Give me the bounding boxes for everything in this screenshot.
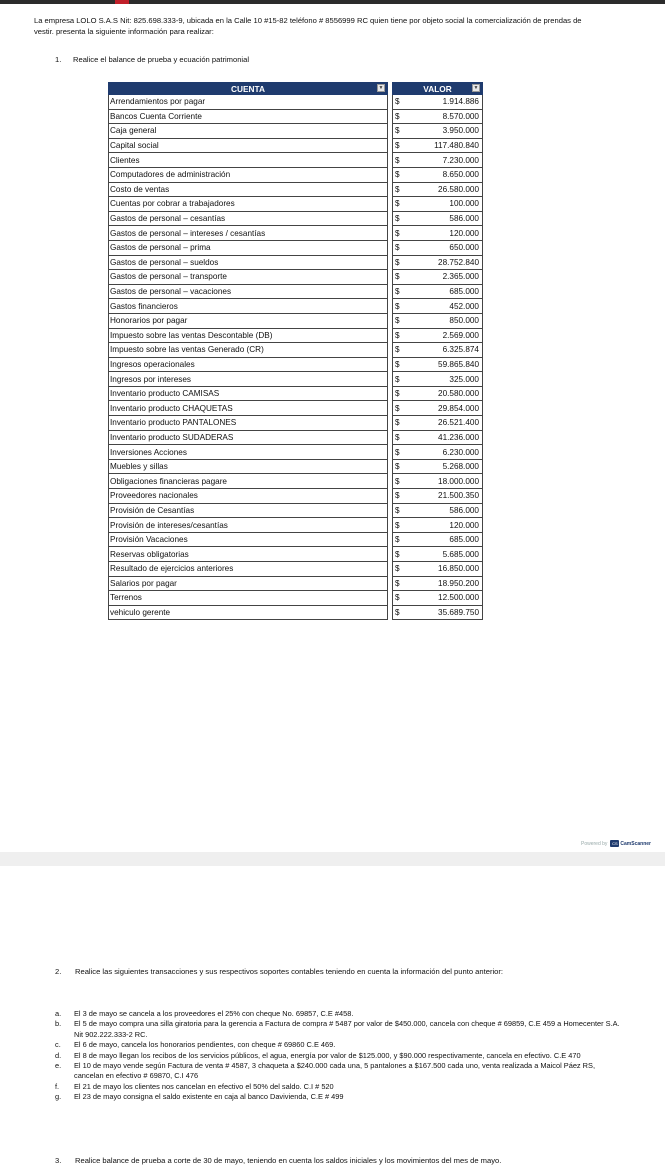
table-row [109,445,483,460]
table-row [109,313,483,328]
account-name-cell: Impuesto sobre las ventas Generado (CR) [109,343,388,358]
point-2-number: 2. [55,967,62,976]
currency-cell: $ [393,124,408,139]
account-name-cell: Gastos de personal – prima [109,240,388,255]
trial-balance-table [108,82,483,620]
account-name-cell: Inventario producto PANTALONES [109,416,388,431]
transaction-text: El 5 de mayo compra una silla giratoria para la gerencia a Factura de compra # 5487 por valor de $450.000, cancela con cheque # 69859, C.E 459 a Homecenter S.A. Nit 902.222.333-2 RC. [74,1019,620,1039]
account-name-cell: Terrenos [109,591,388,606]
value-cell: 29.854.000 [407,401,483,416]
table-row [109,416,483,431]
value-cell: 18.950.200 [407,576,483,591]
table-row [109,211,483,226]
value-cell: 8.650.000 [407,167,483,182]
transaction-text: El 3 de mayo se cancela a los proveedores el 25% con cheque No. 69857, C.E #458. [74,1009,354,1018]
account-name-cell: Bancos Cuenta Corriente [109,109,388,124]
point-1-text: Realice el balance de prueba y ecuación patrimonial [73,55,250,64]
transactions-list [55,1009,625,1103]
currency-cell: $ [393,343,408,358]
account-name-cell: Impuesto sobre las ventas Descontable (DB) [109,328,388,343]
value-cell: 100.000 [407,197,483,212]
table-row [109,532,483,547]
table-row [109,197,483,212]
currency-cell: $ [393,605,408,620]
point-3 [55,1156,501,1165]
account-name-cell: Inversiones Acciones [109,445,388,460]
table-body [109,95,483,620]
account-name-cell: Provisión de Cesantías [109,503,388,518]
transaction-letter: g. [55,1092,62,1102]
column-header-cuenta-label: CUENTA [231,83,265,94]
account-name-cell: Costo de ventas [109,182,388,197]
transaction-letter: a. [55,1009,62,1018]
currency-cell: $ [393,313,408,328]
currency-cell: $ [393,489,408,504]
table-row [109,328,483,343]
page-2 [0,866,665,1176]
account-name-cell: Gastos de personal – sueldos [109,255,388,270]
currency-cell: $ [393,138,408,153]
intro-paragraph: La empresa LOLO S.A.S Nit: 825.698.333-9, ubicada en la Calle 10 #15-82 teléfono # 8556999 RC quien tiene por objeto social la comercialización de prendas de vestir. presenta la siguiente información para realizar: [34,16,582,36]
table-row [109,270,483,285]
value-cell: 20.580.000 [407,386,483,401]
currency-cell: $ [393,226,408,241]
value-cell: 26.521.400 [407,416,483,431]
account-name-cell: vehiculo gerente [109,605,388,620]
value-cell: 16.850.000 [407,562,483,577]
currency-cell: $ [393,416,408,431]
currency-cell: $ [393,518,408,533]
transaction-item [55,1040,625,1050]
page-separator [0,852,665,866]
currency-cell: $ [393,386,408,401]
account-name-cell: Gastos financieros [109,299,388,314]
account-name-cell: Capital social [109,138,388,153]
table-row [109,489,483,504]
transaction-letter: e. [55,1061,62,1071]
account-name-cell: Gastos de personal – cesantías [109,211,388,226]
transaction-item [55,1061,625,1082]
table-row [109,547,483,562]
account-name-cell: Ingresos por intereses [109,372,388,387]
account-name-cell: Caja general [109,124,388,139]
account-name-cell: Cuentas por cobrar a trabajadores [109,197,388,212]
filter-dropdown-icon[interactable]: ▼ [378,85,384,91]
value-cell: 650.000 [407,240,483,255]
filter-dropdown-icon[interactable]: ▼ [473,85,479,91]
currency-cell: $ [393,445,408,460]
currency-cell: $ [393,503,408,518]
scanner-watermark [581,840,651,847]
column-header-valor [393,83,483,95]
point-2-text: Realice las siguientes transacciones y sus respectivos soportes contables teniendo en cuenta la información del punto anterior: [75,967,504,976]
account-name-cell: Provisión Vacaciones [109,532,388,547]
currency-cell: $ [393,284,408,299]
value-cell: 850.000 [407,313,483,328]
value-cell: 3.950.000 [407,124,483,139]
table-row [109,124,483,139]
account-name-cell: Arrendamientos por pagar [109,95,388,110]
table-row [109,503,483,518]
value-cell: 59.865.840 [407,357,483,372]
table-row [109,343,483,358]
value-cell: 21.500.350 [407,489,483,504]
value-cell: 685.000 [407,284,483,299]
account-name-cell: Provisión de intereses/cesantías [109,518,388,533]
value-cell: 586.000 [407,503,483,518]
transaction-item [55,1009,625,1019]
table-row [109,167,483,182]
account-name-cell: Gastos de personal – transporte [109,270,388,285]
account-name-cell: Honorarios por pagar [109,313,388,328]
account-name-cell: Gastos de personal – vacaciones [109,284,388,299]
currency-cell: $ [393,591,408,606]
point-3-text: Realice balance de prueba a corte de 30 de mayo, teniendo en cuenta los saldos iniciales y los movimientos del mes de mayo. [75,1156,502,1165]
page-1 [0,4,665,852]
currency-cell: $ [393,459,408,474]
table-header-row [109,83,483,95]
point-1-number: 1. [55,55,62,64]
point-1 [55,55,249,64]
table-row [109,284,483,299]
account-name-cell: Inventario producto CHAQUETAS [109,401,388,416]
table-row [109,518,483,533]
currency-cell: $ [393,182,408,197]
currency-cell: $ [393,576,408,591]
value-cell: 12.500.000 [407,591,483,606]
currency-cell: $ [393,532,408,547]
value-cell: 6.230.000 [407,445,483,460]
account-name-cell: Inventario producto SUDADERAS [109,430,388,445]
value-cell: 41.236.000 [407,430,483,445]
table-row [109,591,483,606]
value-cell: 35.689.750 [407,605,483,620]
account-name-cell: Computadores de administración [109,167,388,182]
currency-cell: $ [393,255,408,270]
transaction-text: El 8 de mayo llegan los recibos de los servicios públicos, el agua, energía por valor de $125.000, y $90.000 respectivamente, cancela en efectivo. C.E 470 [74,1050,581,1060]
value-cell: 452.000 [407,299,483,314]
table-row [109,95,483,110]
value-cell: 1.914.886 [407,95,483,110]
value-cell: 8.570.000 [407,109,483,124]
account-name-cell: Reservas obligatorias [109,547,388,562]
point-2 [55,967,503,976]
table-row [109,182,483,197]
table-row [109,562,483,577]
transaction-item [55,1092,625,1102]
currency-cell: $ [393,109,408,124]
currency-cell: $ [393,211,408,226]
watermark-brand: CamScanner [620,840,651,847]
currency-cell: $ [393,153,408,168]
table-row [109,226,483,241]
currency-cell: $ [393,299,408,314]
column-header-valor-label: VALOR [423,83,452,94]
table-row [109,255,483,270]
value-cell: 18.000.000 [407,474,483,489]
value-cell: 685.000 [407,532,483,547]
currency-cell: $ [393,270,408,285]
currency-cell: $ [393,167,408,182]
transaction-letter: b. [55,1019,62,1029]
camscanner-logo-icon: CS [612,841,618,846]
transaction-text: El 6 de mayo, cancela los honorarios pendientes, con cheque # 69860 C.E 469. [74,1040,336,1050]
account-name-cell: Inventario producto CAMISAS [109,386,388,401]
table-row [109,240,483,255]
value-cell: 120.000 [407,518,483,533]
table-row [109,459,483,474]
account-name-cell: Muebles y sillas [109,459,388,474]
table-row [109,401,483,416]
table-row [109,576,483,591]
currency-cell: $ [393,474,408,489]
currency-cell: $ [393,547,408,562]
value-cell: 5.685.000 [407,547,483,562]
account-name-cell: Obligaciones financieras pagare [109,474,388,489]
account-name-cell: Proveedores nacionales [109,489,388,504]
watermark-powered-text: Powered by [581,840,608,847]
account-name-cell: Clientes [109,153,388,168]
point-3-number: 3. [55,1156,62,1165]
table-row [109,474,483,489]
transaction-text: El 10 de mayo vende según Factura de venta # 4587, 3 chaqueta a $240.000 cada una, 5 pantalones a $167.500 cada uno, venta realizada a Maicol Páez RS, cancelan en efectivo # 69870, C.I 476 [74,1061,596,1081]
transaction-text: El 23 de mayo consigna el saldo existente en caja al banco Davivienda, C.E # 499 [74,1092,344,1102]
currency-cell: $ [393,240,408,255]
account-name-cell: Ingresos operacionales [109,357,388,372]
table-row [109,386,483,401]
currency-cell: $ [393,197,408,212]
value-cell: 28.752.840 [407,255,483,270]
value-cell: 6.325.874 [407,343,483,358]
currency-cell: $ [393,430,408,445]
value-cell: 7.230.000 [407,153,483,168]
currency-cell: $ [393,401,408,416]
transaction-letter: d. [55,1050,62,1060]
table-row [109,372,483,387]
transaction-item [55,1019,625,1040]
table-row [109,299,483,314]
account-name-cell: Gastos de personal – intereses / cesantías [109,226,388,241]
table-row [109,357,483,372]
value-cell: 26.580.000 [407,182,483,197]
column-header-cuenta [109,83,388,95]
value-cell: 586.000 [407,211,483,226]
currency-cell: $ [393,328,408,343]
account-name-cell: Resultado de ejercicios anteriores [109,562,388,577]
table-row [109,153,483,168]
table-row [109,109,483,124]
table-row [109,605,483,620]
currency-cell: $ [393,562,408,577]
value-cell: 5.268.000 [407,459,483,474]
value-cell: 2.569.000 [407,328,483,343]
currency-cell: $ [393,357,408,372]
value-cell: 2.365.000 [407,270,483,285]
value-cell: 120.000 [407,226,483,241]
transaction-item [55,1082,625,1092]
account-name-cell: Salarios por pagar [109,576,388,591]
transaction-letter: f. [55,1081,60,1091]
transaction-item [55,1051,625,1061]
transaction-text: El 21 de mayo los clientes nos cancelan en efectivo el 50% del saldo. C.I # 520 [74,1081,334,1091]
transaction-letter: c. [55,1040,61,1050]
value-cell: 117.480.840 [407,138,483,153]
currency-cell: $ [393,95,408,110]
table-row [109,138,483,153]
currency-cell: $ [393,372,408,387]
value-cell: 325.000 [407,372,483,387]
table-row [109,430,483,445]
